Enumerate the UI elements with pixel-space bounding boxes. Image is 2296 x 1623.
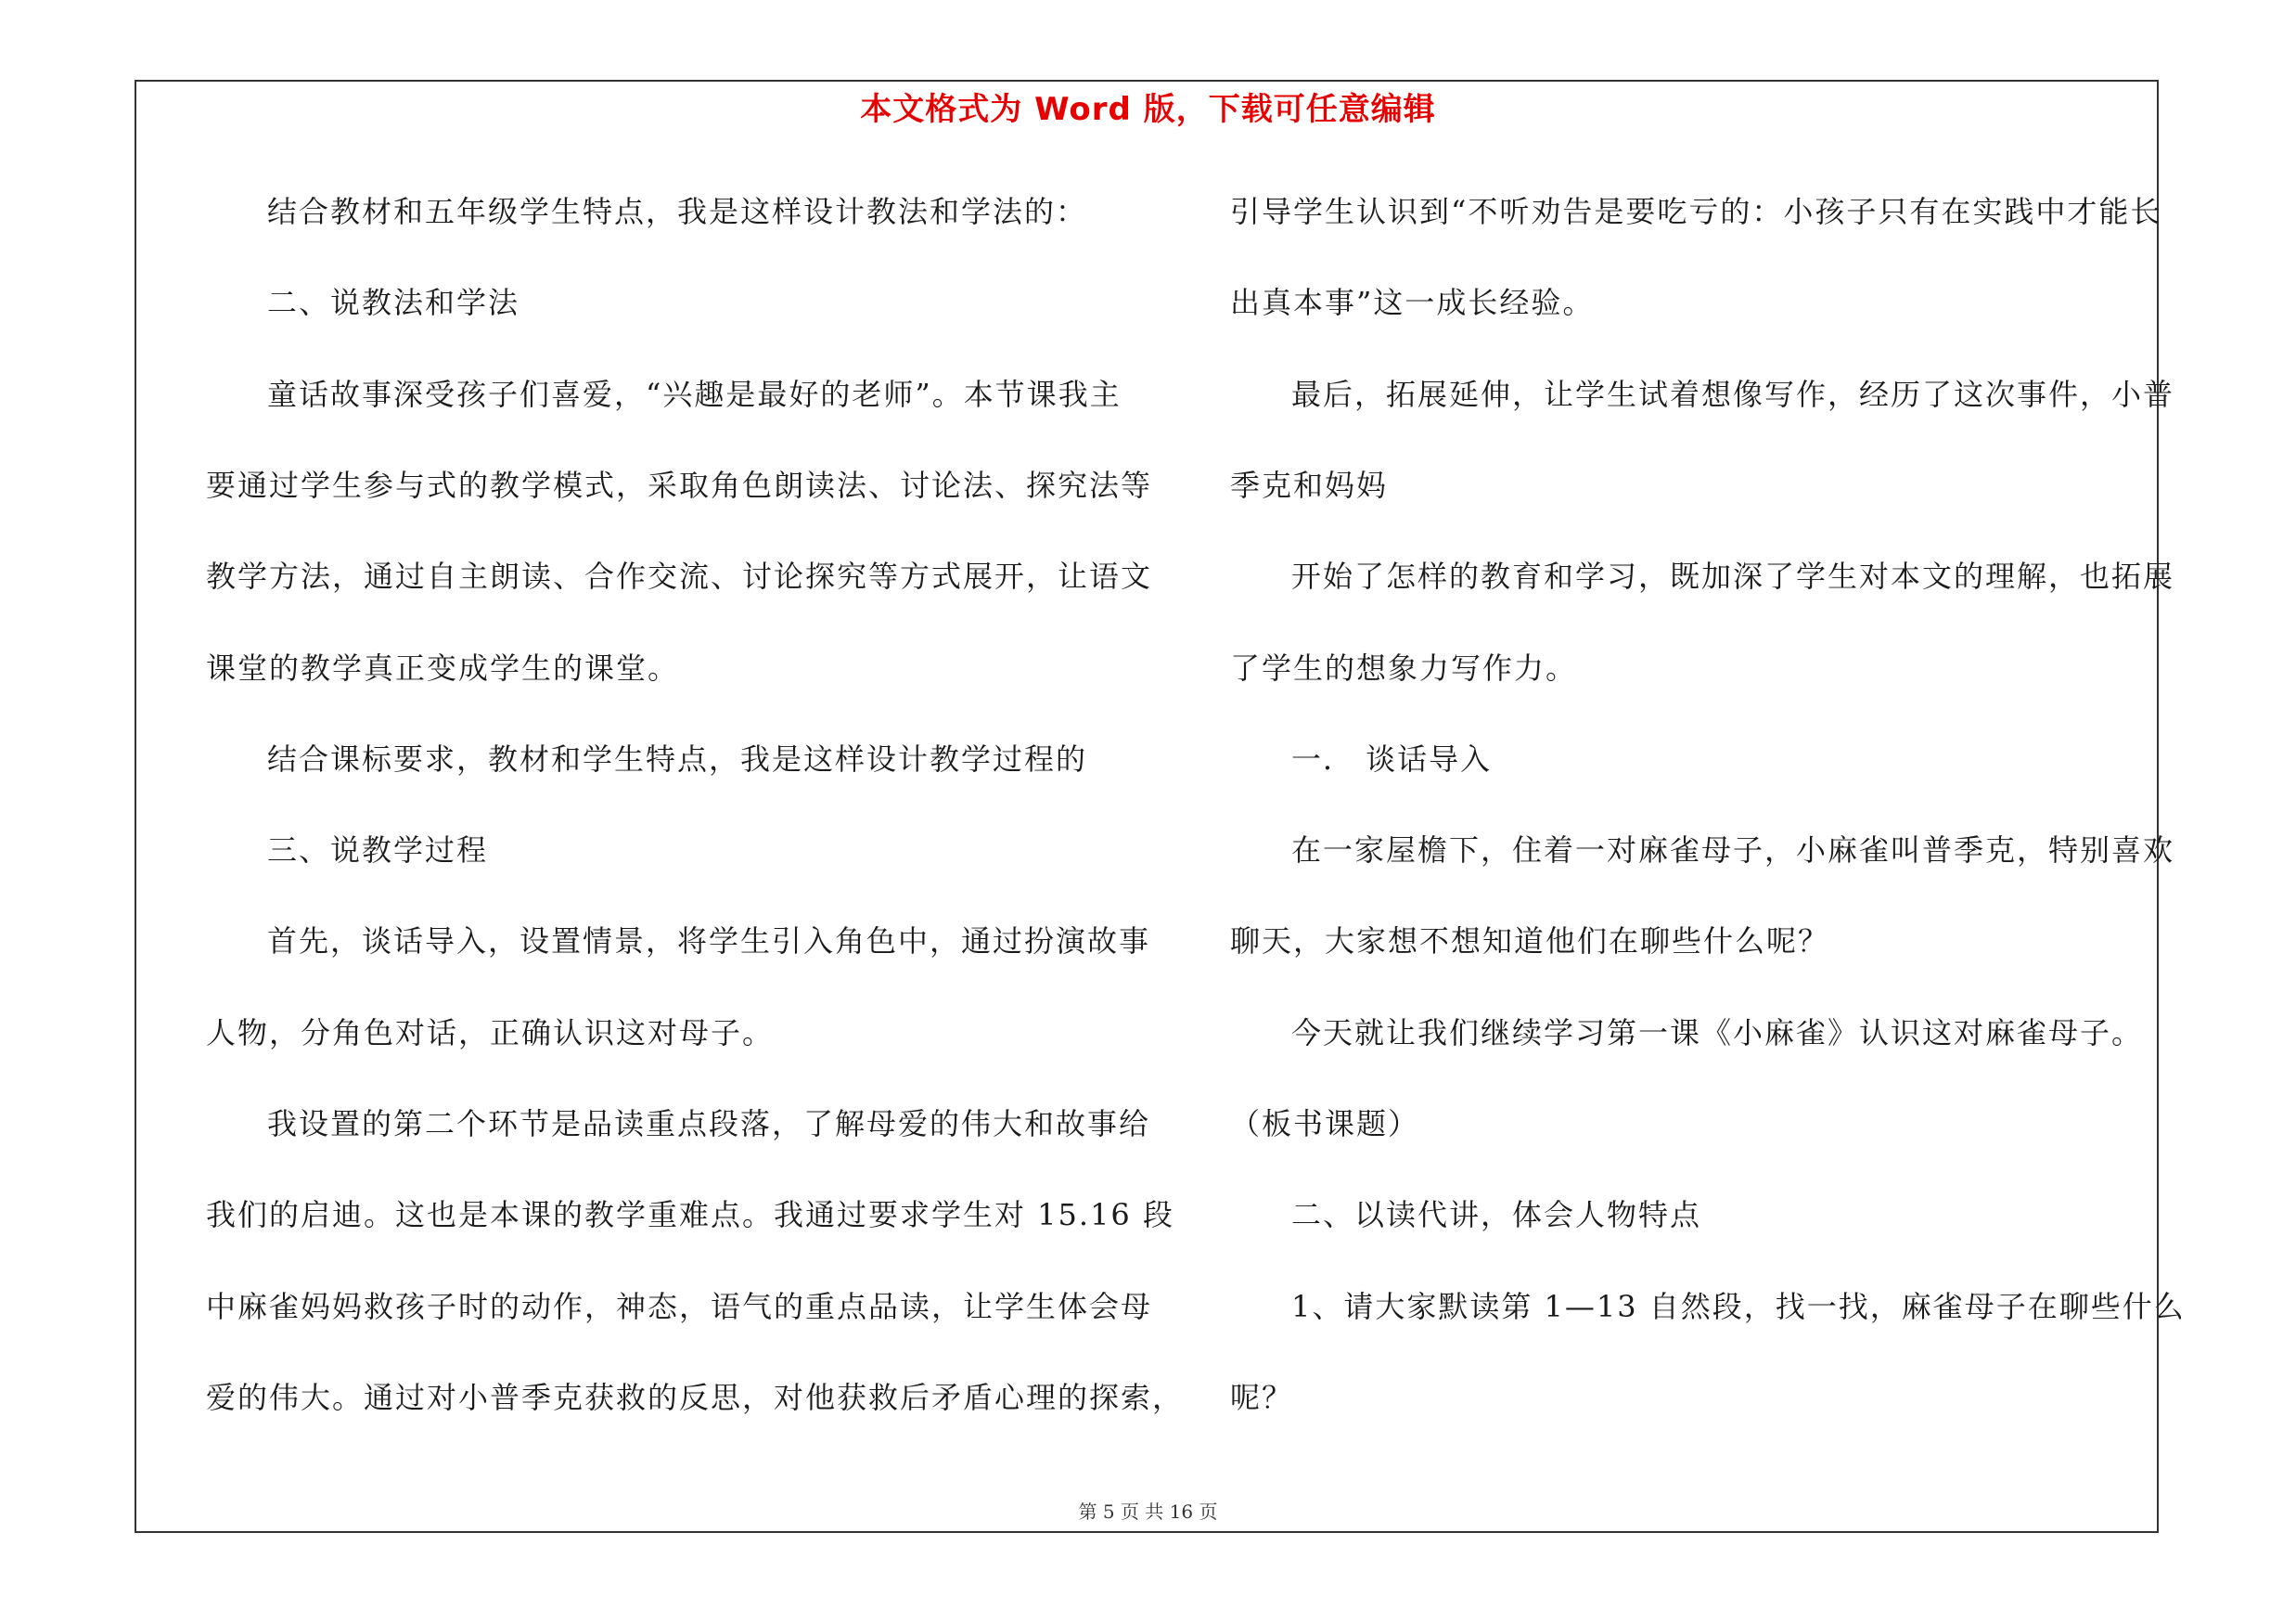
paragraph-line: 教学方法，通过自主朗读、合作交流、讨论探究等方式展开，让语文 [206, 559, 1153, 595]
paragraph-line: 课堂的教学真正变成学生的课堂。 [206, 650, 680, 686]
page-number: 第 5 页 共 16 页 [1078, 1501, 1218, 1523]
paragraph-line: 我设置的第二个环节是品读重点段落，了解母爱的伟大和故事给 [267, 1106, 1151, 1141]
paragraph-line: 结合课标要求，教材和学生特点，我是这样设计教学过程的 [267, 741, 1088, 777]
paragraph-line: （板书课题） [1230, 1106, 1420, 1141]
paragraph-line: 二、说教法和学法 [267, 285, 520, 321]
paragraph-line: 在一家屋檐下，住着一对麻雀母子，小麻雀叫普季克，特别喜欢 [1291, 832, 2175, 869]
paragraph-line: 一． 谈话导入 [1291, 741, 1493, 777]
paragraph-line: 出真本事”这一成长经验。 [1230, 285, 1595, 321]
paragraph-line: 结合教材和五年级学生特点，我是这样设计教法和学法的： [267, 194, 1088, 229]
paragraph-line: 引导学生认识到“不听劝告是要吃亏的：小孩子只有在实践中才能长 [1230, 194, 2162, 229]
document-banner: 本文格式为 Word 版，下载可任意编辑 [860, 91, 1436, 128]
paragraph-line: 三、说教学过程 [267, 832, 489, 869]
paragraph-line: 今天就让我们继续学习第一课《小麻雀》认识这对麻雀母子。 [1291, 1014, 2144, 1050]
paragraph-line: 最后，拓展延伸，让学生试着想像写作，经历了这次事件，小普 [1291, 376, 2175, 412]
paragraph-line: 开始了怎样的教育和学习，既加深了学生对本文的理解，也拓展 [1291, 559, 2175, 595]
paragraph-line: 中麻雀妈妈救孩子时的动作，神态，语气的重点品读，让学生体会母 [206, 1288, 1153, 1324]
paragraph-line: 了学生的想象力写作力。 [1230, 650, 1578, 686]
paragraph-line: 爱的伟大。通过对小普季克获救的反思，对他获救后矛盾心理的探索， [206, 1379, 1185, 1415]
paragraph-line: 聊天，大家想不想知道他们在聊些什么呢？ [1230, 923, 1830, 960]
paragraph-line: 人物，分角色对话，正确认识这对母子。 [206, 1014, 775, 1050]
paragraph-line: 二、以读代讲，体会人物特点 [1291, 1197, 1702, 1233]
paragraph-line: 我们的启迪。这也是本课的教学重难点。我通过要求学生对 15.16 段 [206, 1197, 1174, 1233]
paragraph-line: 要通过学生参与式的教学模式，采取角色朗读法、讨论法、探究法等 [206, 467, 1153, 503]
paragraph-line: 呢？ [1230, 1379, 1294, 1415]
paragraph-line: 季克和妈妈 [1230, 467, 1389, 503]
paragraph-line: 童话故事深受孩子们喜爱，“兴趣是最好的老师”。本节课我主 [267, 376, 1122, 412]
paragraph-line: 1、请大家默读第 1—13 自然段，找一找，麻雀母子在聊些什么 [1291, 1288, 2186, 1324]
paragraph-line: 首先，谈话导入，设置情景，将学生引入角色中，通过扮演故事 [267, 923, 1151, 960]
